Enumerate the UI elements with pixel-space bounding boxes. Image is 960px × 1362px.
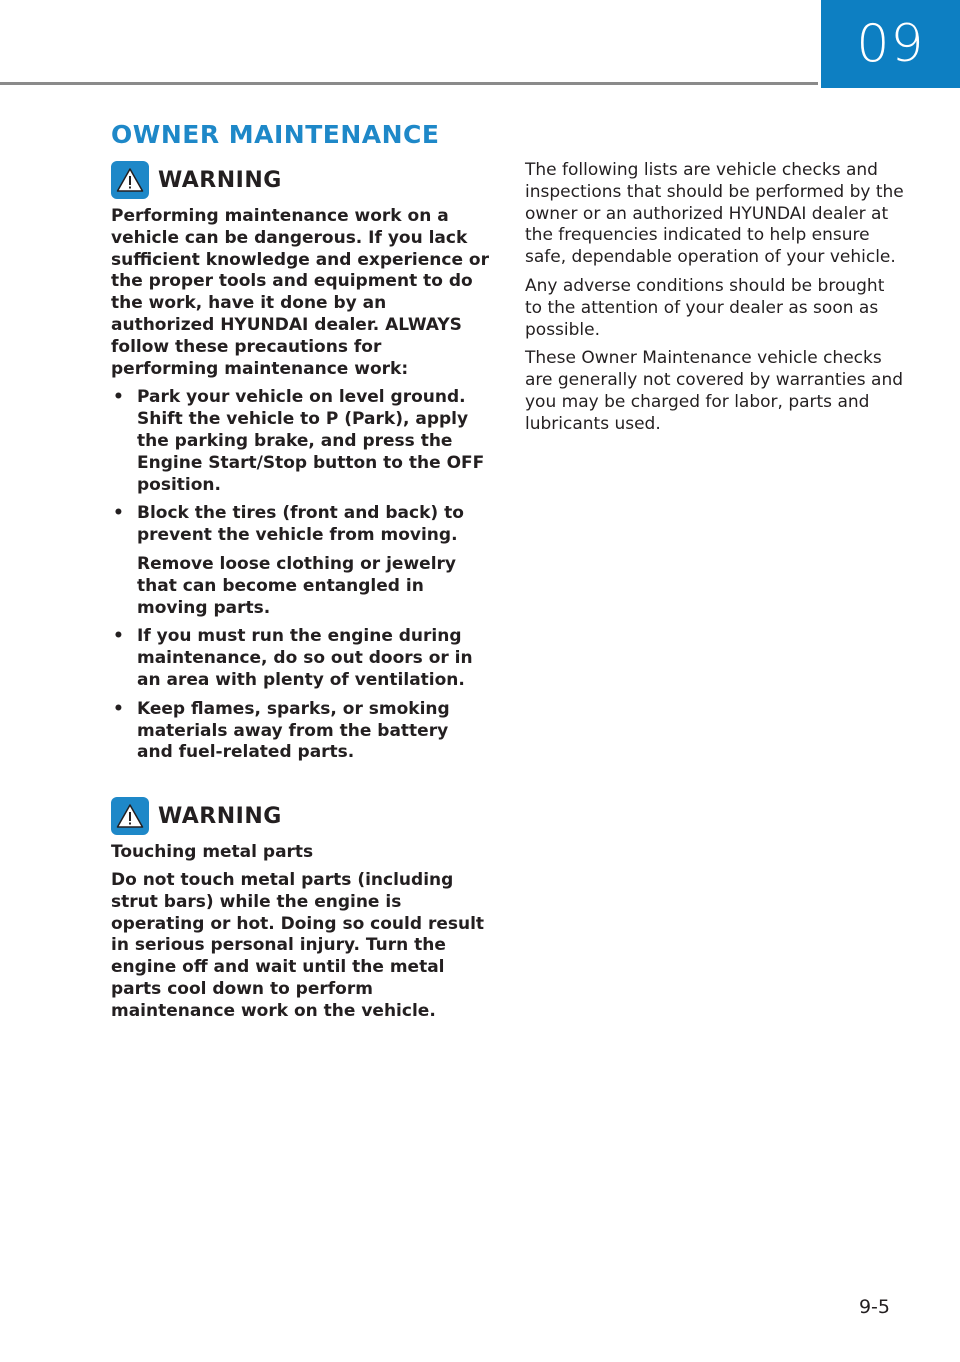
bullet: • [113, 387, 124, 408]
precaution-item [111, 503, 489, 619]
left-column [111, 160, 489, 1023]
warning-box-2 [111, 796, 489, 1022]
page-number: 9-5 [858, 1296, 890, 1318]
warning-body [111, 206, 489, 764]
bullet: • [113, 626, 124, 647]
precaution-text: Block the tires (front and back) to prevent the vehicle from moving. [137, 503, 464, 546]
bullet: • [113, 503, 124, 524]
warning-subtitle: Touching metal parts [111, 842, 314, 863]
precaution-text: Park your vehicle on level ground. Shift the vehicle to P (Park), apply the parking brake, and press the Engine Start/Stop button to the OFF position. [137, 387, 485, 495]
warning-header [111, 796, 489, 836]
body-paragraph: These Owner Maintenance vehicle checks are generally not covered by warranties and you may be charged for labor, parts and lubricants used. [525, 348, 904, 434]
warning-intro: Performing maintenance work on a vehicle can be dangerous. If you lack sufficient knowledge and experience or the proper tools and equipment to do the work, have it done by an authorized HYUNDAI dealer. ALWAYS follow these precautions for performing maintenance work: [111, 206, 489, 379]
body-paragraph: Any adverse conditions should be brought to the attention of your dealer as soon as possible. [525, 275, 885, 340]
warning-label: WARNING [158, 803, 282, 829]
precaution-item [111, 699, 489, 764]
precaution-text: Keep flames, sparks, or smoking materials away from the battery and fuel-related parts. [137, 698, 450, 763]
precaution-text: If you must run the engine during maintenance, do so out doors or in an area with plenty of ventilation. [137, 626, 473, 690]
bullet: • [113, 698, 124, 719]
section-title: OWNER MAINTENANCE [111, 120, 440, 149]
right-column [525, 160, 905, 443]
precaution-item [111, 626, 489, 691]
header-rule [0, 82, 818, 85]
precaution-item [111, 387, 489, 496]
warning-triangle-icon [111, 797, 149, 835]
warning-triangle-icon [111, 161, 149, 199]
precaution-extra: Remove loose clothing or jewelry that can become entangled in moving parts. [137, 553, 456, 618]
warning-header [111, 160, 489, 200]
chapter-tab: 09 [821, 0, 960, 88]
precaution-list [111, 387, 489, 764]
warning-label: WARNING [158, 167, 282, 193]
warning-box-1 [111, 160, 489, 764]
body-paragraph: The following lists are vehicle checks and inspections that should be performed by the owner or an authorized HYUNDAI dealer at the frequencies indicated to help ensure safe, dependable operation of your vehicle. [525, 160, 904, 268]
warning-text: Do not touch metal parts (including strut bars) while the engine is operating or hot. Doing so could result in serious personal injury. Turn the engine off and wait until the metal parts cool down to perform maintenance work on the vehicle. [111, 869, 485, 1021]
warning-body [111, 842, 489, 1022]
